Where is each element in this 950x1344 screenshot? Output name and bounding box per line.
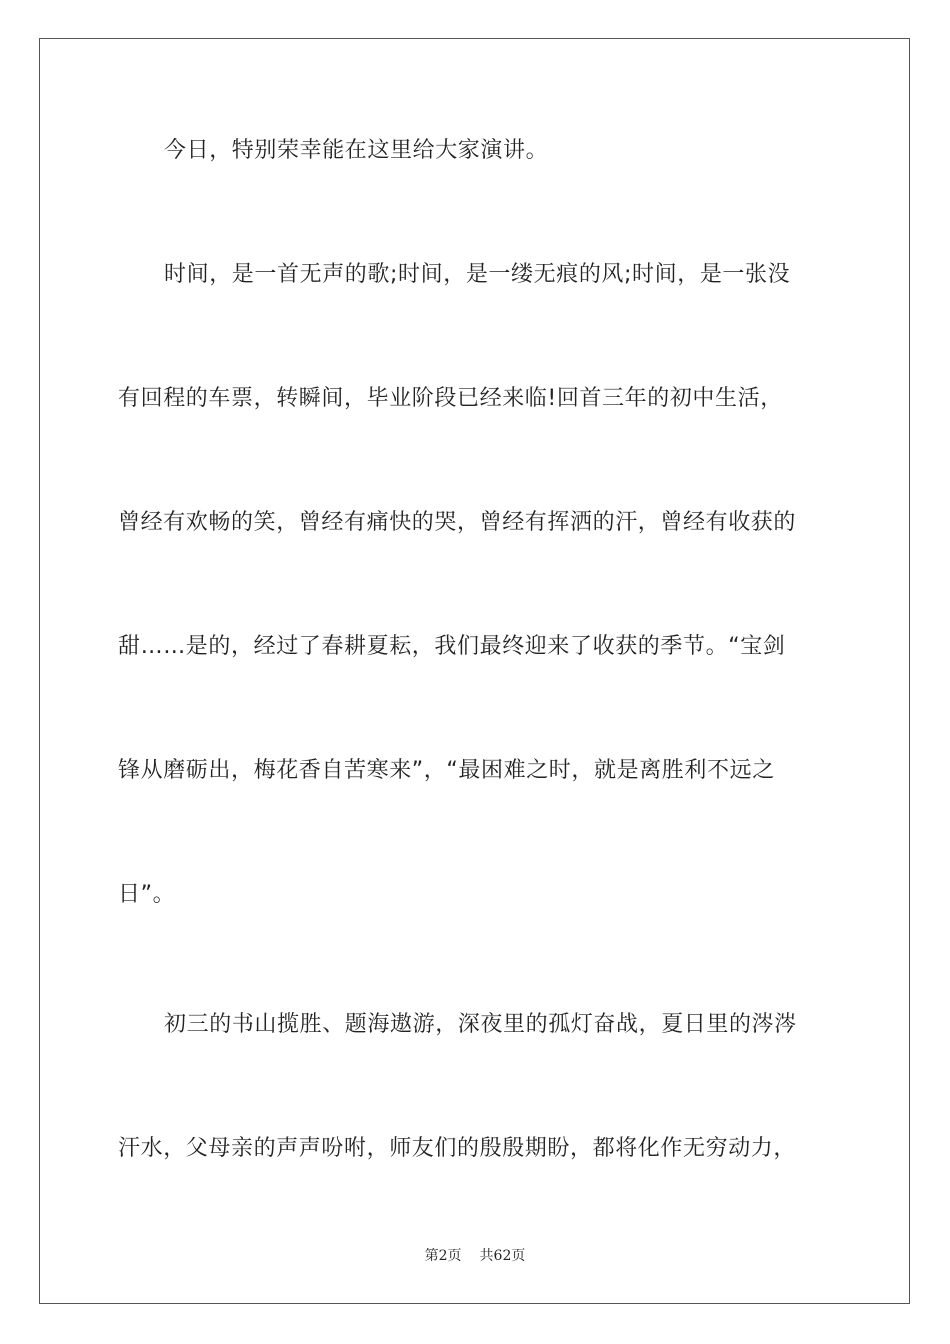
current-page-number: 第2页	[424, 1248, 462, 1264]
page-border	[39, 38, 910, 1304]
paragraph-line: 锋从磨砺出，梅花香自苦寒来”，“最困难之时，就是离胜利不远之	[118, 758, 775, 783]
paragraph-line: 曾经有欢畅的笑，曾经有痛快的哭，曾经有挥洒的汗，曾经有收获的	[118, 510, 797, 535]
paragraph-line: 初三的书山揽胜、题海遨游，深夜里的孤灯奋战，夏日里的涔涔	[164, 1012, 797, 1037]
paragraph-line: 今日，特别荣幸能在这里给大家演讲。	[164, 138, 549, 163]
paragraph-line: 日”。	[118, 882, 176, 907]
paragraph-line: 汗水，父母亲的声声吩咐，师友们的殷殷期盼，都将化作无穷动力，	[118, 1136, 797, 1161]
total-pages: 共62页	[479, 1248, 526, 1264]
paragraph-line: 甜……是的，经过了春耕夏耘，我们最终迎来了收获的季节。“宝剑	[118, 634, 786, 659]
paragraph-line: 时间，是一首无声的歌;时间，是一缕无痕的风;时间，是一张没	[164, 262, 791, 287]
page-footer	[0, 1245, 950, 1265]
paragraph-line: 有回程的车票，转瞬间，毕业阶段已经来临!回首三年的初中生活，	[118, 386, 783, 411]
